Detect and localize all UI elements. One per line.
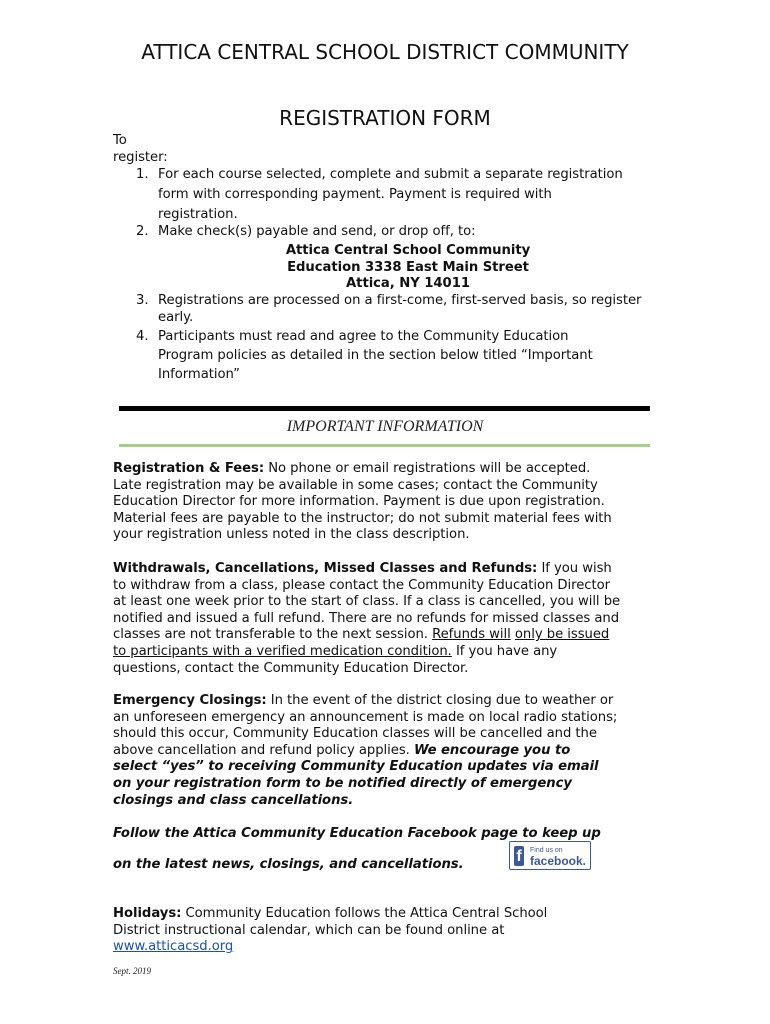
- fees-label: Registration & Fees:: [113, 461, 265, 476]
- divider-bottom: [119, 444, 650, 447]
- step-4: [136, 329, 696, 386]
- step-text: registration.: [158, 207, 238, 222]
- facebook-line-2: on the latest news, closings, and cancellations.: [113, 857, 464, 872]
- to-label: To: [113, 133, 127, 148]
- emergency-label: Emergency Closings:: [113, 693, 267, 708]
- step-text: Registrations are processed on a first-come, first-served basis, so register: [158, 293, 642, 308]
- emergency-text: an unforeseen emergency an announcement is made on local radio stations;: [113, 709, 618, 725]
- facebook-icon: f: [514, 846, 524, 866]
- address-line: Education 3338 East Main Street: [287, 259, 529, 275]
- fees-section: [113, 461, 673, 544]
- withdrawals-text: at least one week prior to the start of class. If a class is cancelled, you will be: [113, 594, 621, 610]
- step-number: 3.: [136, 293, 149, 308]
- refund-policy-underline: to participants with a verified medication condition.: [113, 643, 452, 659]
- fees-text: Late registration may be available in some cases; contact the Community: [113, 477, 598, 493]
- withdrawals-text: If you wish: [537, 561, 612, 576]
- step-3: [136, 293, 736, 326]
- step-text: Make check(s) payable and send, or drop off, to:: [158, 224, 476, 239]
- emergency-text: should this occur, Community Education classes will be cancelled and the: [113, 726, 597, 742]
- important-heading: IMPORTANT INFORMATION: [286, 418, 484, 435]
- address-line: Attica, NY 14011: [346, 276, 470, 292]
- register-label: register:: [113, 150, 168, 165]
- step-text: Information”: [158, 367, 240, 382]
- fees-text: Education Director for more information. Payment is due upon registration.: [113, 494, 605, 510]
- website-link[interactable]: www.atticacsd.org: [113, 939, 234, 955]
- emergency-emphasis: on your registration form to be notified directly of emergency: [113, 775, 572, 791]
- withdrawals-text: notified and issued a full refund. There are no refunds for missed classes and: [113, 610, 620, 626]
- emergency-text: above cancellation and refund policy applies.: [113, 742, 414, 758]
- divider-top: [119, 406, 650, 411]
- step-1: [136, 167, 696, 225]
- step-text: form with corresponding payment. Payment is required with: [158, 187, 552, 202]
- refund-policy-underline: Refunds will: [432, 627, 511, 643]
- step-text: early.: [158, 309, 194, 325]
- emergency-emphasis: We encourage you to: [413, 742, 571, 758]
- fees-text: Material fees are payable to the instructor; do not submit material fees with: [113, 510, 612, 526]
- withdrawals-text: questions, contact the Community Education Director.: [113, 660, 469, 676]
- emergency-emphasis: select “yes” to receiving Community Education updates via email: [113, 759, 599, 775]
- step-number: 4.: [136, 329, 149, 344]
- step-number: 1.: [136, 167, 149, 182]
- form-subtitle: REGISTRATION FORM: [279, 106, 491, 130]
- footer-date: Sept. 2019: [113, 966, 151, 976]
- address-line: Attica Central School Community: [285, 243, 531, 258]
- withdrawals-section: [113, 561, 683, 677]
- refund-policy-underline: only be issued: [514, 627, 610, 643]
- step-2: [136, 224, 696, 241]
- facebook-badge[interactable]: [509, 841, 591, 870]
- fees-text: your registration unless noted in the class description.: [113, 527, 470, 543]
- fees-text: No phone or email registrations will be accepted.: [264, 461, 591, 476]
- withdrawals-text: to withdraw from a class, please contact the Community Education Director: [113, 577, 611, 593]
- holidays-text: District instructional calendar, which can be found online at: [113, 922, 505, 938]
- page-title: ATTICA CENTRAL SCHOOL DISTRICT COMMUNITY: [141, 40, 629, 64]
- emergency-text: In the event of the district closing due to weather or: [266, 693, 614, 708]
- step-number: 2.: [136, 224, 149, 239]
- holidays-text: Community Education follows the Attica Central School: [181, 906, 548, 921]
- holidays-label: Holidays:: [113, 906, 182, 921]
- step-text: Program policies as detailed in the section below titled “Important: [158, 348, 593, 363]
- facebook-line-1: Follow the Attica Community Education Facebook page to keep up: [113, 826, 601, 841]
- address-block: [113, 243, 703, 293]
- emergency-emphasis: closings and class cancellations.: [113, 792, 354, 808]
- holidays-section: [113, 906, 683, 956]
- facebook-badge-big: facebook.: [529, 853, 586, 868]
- facebook-badge-small: Find us on: [529, 846, 563, 854]
- step-text: Participants must read and agree to the Community Education: [158, 329, 569, 344]
- emergency-section: [113, 693, 683, 809]
- withdrawals-text: classes are not transferable to the next session.: [113, 627, 433, 643]
- withdrawals-label: Withdrawals, Cancellations, Missed Classes and Refunds:: [113, 561, 538, 576]
- withdrawals-text: If you have any: [451, 643, 558, 659]
- step-text: For each course selected, complete and submit a separate registration: [158, 167, 623, 182]
